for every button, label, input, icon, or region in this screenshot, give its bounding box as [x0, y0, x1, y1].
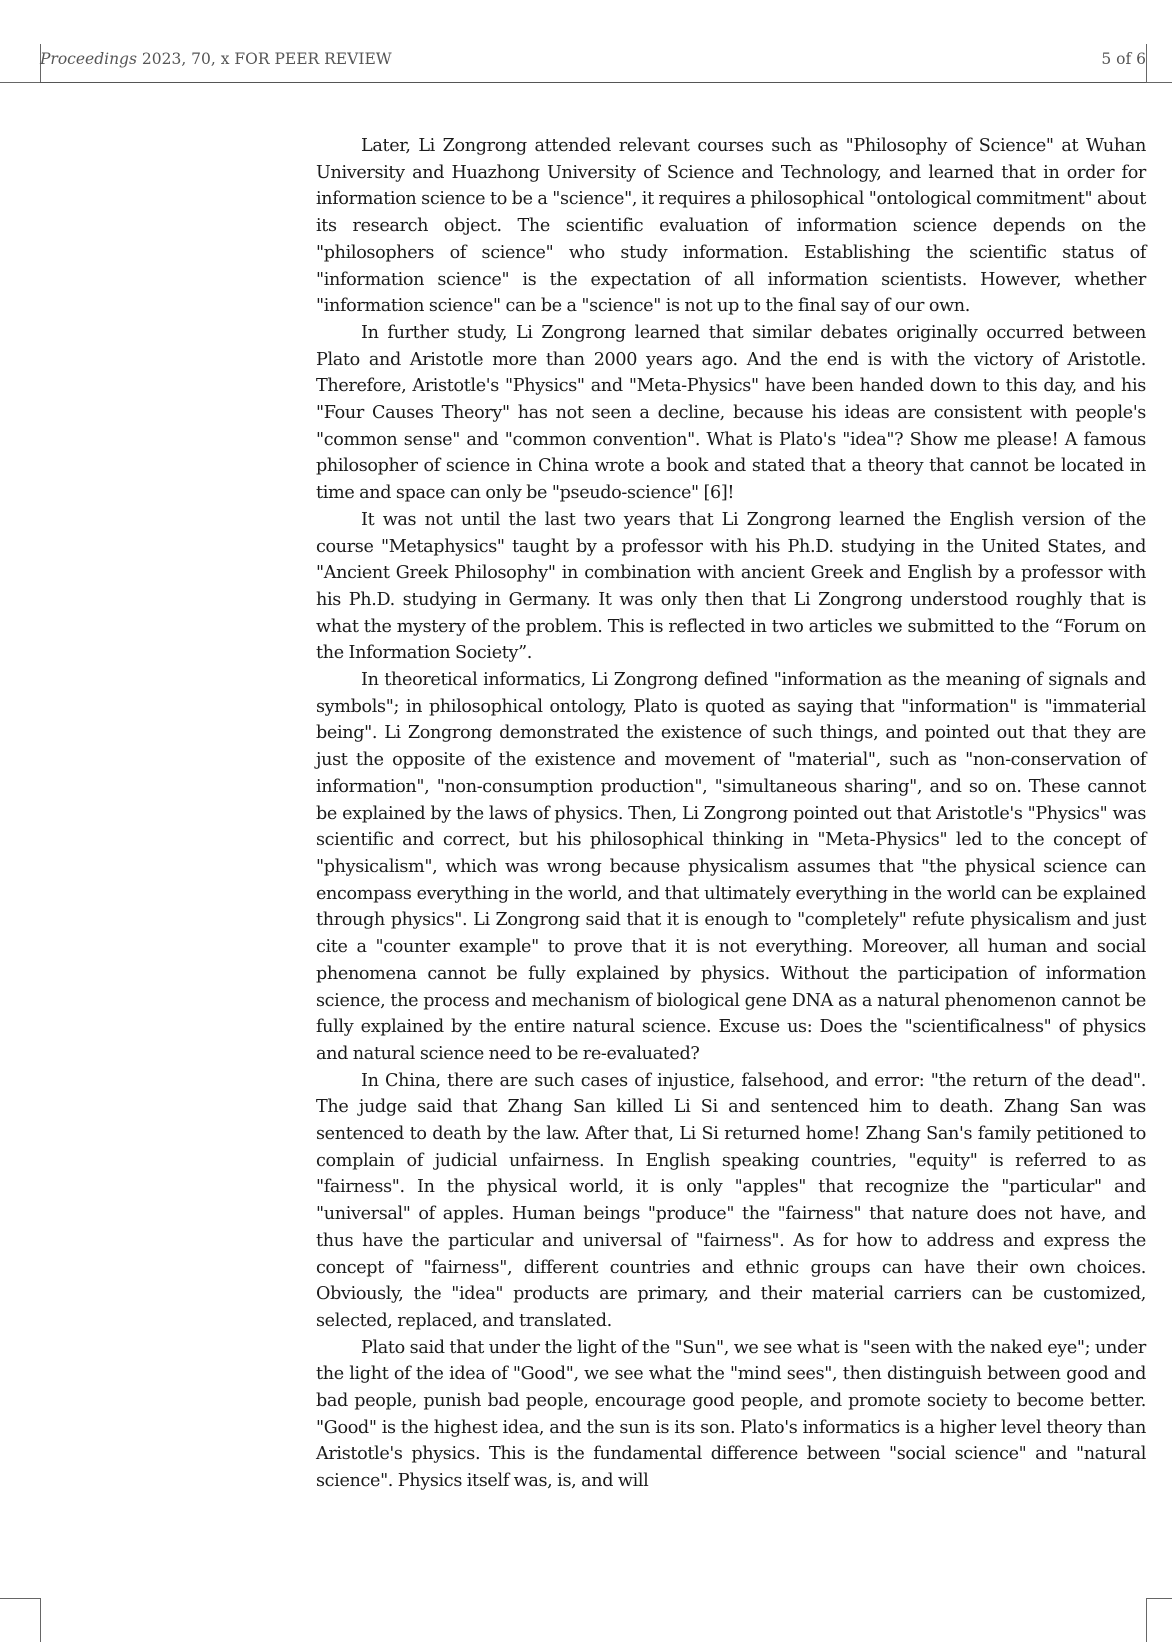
- paragraph-1: Later, Li Zongrong attended relevant courses such as "Philosophy of Science" at Wuhan University and Huazhong University of Science and Technology, and learned that in order for information science to be a "science", it requires a philosophical "ontological commitment" about its research object. The scientific evaluation of information science depends on the "philosophers of science" who study information. Establishing the scientific status of "information science" is the expectation of all information scientists. However, whether "information science" can be a "science" is not up to the final say of our own.: [316, 136, 1146, 317]
- paragraph-5: In China, there are such cases of injustice, falsehood, and error: "the return of the dead". The judge said that Zhang San killed Li Si and sentenced him to death. Zhang San was sentenced to death by the law. After that, Li Si returned home! Zhang San's family petitioned to complain of judicial unfairness. In English speaking countries, "equity" is referred to as "fairness". In the physical world, it is only "apples" that recognize the "particular" and "universal" of apples. Human beings "produce" the "fairness" that nature does not have, and thus have the particular and universal of "fairness". As for how to address and express the concept of "fairness", different countries and ethnic groups can have their own choices. Obviously, the "idea" products are primary, and their material carriers can be customized, selected, replaced, and translated.: [316, 1070, 1146, 1331]
- paragraph-3: It was not until the last two years that Li Zongrong learned the English version of the course "Metaphysics" taught by a professor with his Ph.D. studying in the United States, and "Ancient Greek Philosophy" in combination with ancient Greek and English by a professor with his Ph.D. studying in Germany. It was only then that Li Zongrong understood roughly that is what the mystery of the problem. This is reflected in two articles we submitted to the “Forum on the Information Society”.: [316, 509, 1146, 664]
- citation-text: 2023, 70, x FOR PEER REVIEW: [141, 50, 392, 68]
- crop-mark-top-right-v: [1146, 44, 1147, 82]
- paragraph-2: In further study, Li Zongrong learned that similar debates originally occurred between Plato and Aristotle more than 2000 years ago. And the end is with the victory of Aristotle. Therefore, Aristotle's "Physics" and "Meta-Physics" have been handed down to this day, and his "Four Causes Theory" has not seen a decline, because his ideas are consistent with people's "common sense" and "common convention". What is Plato's "idea"? Show me please! A famous philosopher of science in China wrote a book and stated that a theory that cannot be located in time and space can only be "pseudo-science" [6]!: [316, 322, 1146, 504]
- crop-mark-top-right-h: [1146, 82, 1172, 83]
- page-header: [40, 46, 1146, 83]
- body-text: [316, 133, 1146, 1495]
- crop-mark-bottom-left-h: [0, 1598, 40, 1599]
- page-number: 5 of 6: [1101, 50, 1146, 68]
- paragraph-6: Plato said that under the light of the "Sun", we see what is "seen with the naked eye"; under the light of the idea of "Good", we see what the "mind sees", then distinguish between good and bad people, punish bad people, encourage good people, and promote society to become better. "Good" is the highest idea, and the sun is its son. Plato's informatics is a higher level theory than Aristotle's physics. This is the fundamental difference between "social science" and "natural science". Physics itself was, is, and will: [316, 1337, 1146, 1492]
- running-head: [40, 50, 392, 68]
- journal-name: Proceedings: [40, 50, 137, 68]
- crop-mark-bottom-left-v: [40, 1598, 41, 1642]
- paragraph-4: In theoretical informatics, Li Zongrong defined "information as the meaning of signals and symbols"; in philosophical ontology, Plato is quoted as saying that "information" is "immaterial being". Li Zongrong demonstrated the existence of such things, and pointed out that they are just the opposite of the existence and movement of "material", such as "non-conservation of information", "non-consumption production", "simultaneous sharing", and so on. These cannot be explained by the laws of physics. Then, Li Zongrong pointed out that Aristotle's "Physics" was scientific and correct, but his philosophical thinking in "Meta-Physics" led to the concept of "physicalism", which was wrong because physicalism assumes that "the physical science can encompass everything in the world, and that ultimately everything in the world can be explained through physics". Li Zongrong said that it is enough to "completely" refute physicalism and just cite a "counter example" to prove that it is not everything. Moreover, all human and social phenomena cannot be fully explained by physics. Without the participation of information science, the process and mechanism of biological gene DNA as a natural phenomenon cannot be fully explained by the entire natural science. Excuse us: Does the "scientificalness" of physics and natural science need to be re-evaluated?: [316, 670, 1146, 1064]
- crop-mark-top-left-h: [0, 82, 40, 83]
- crop-mark-bottom-right-v: [1146, 1598, 1147, 1642]
- crop-mark-bottom-right-h: [1146, 1598, 1172, 1599]
